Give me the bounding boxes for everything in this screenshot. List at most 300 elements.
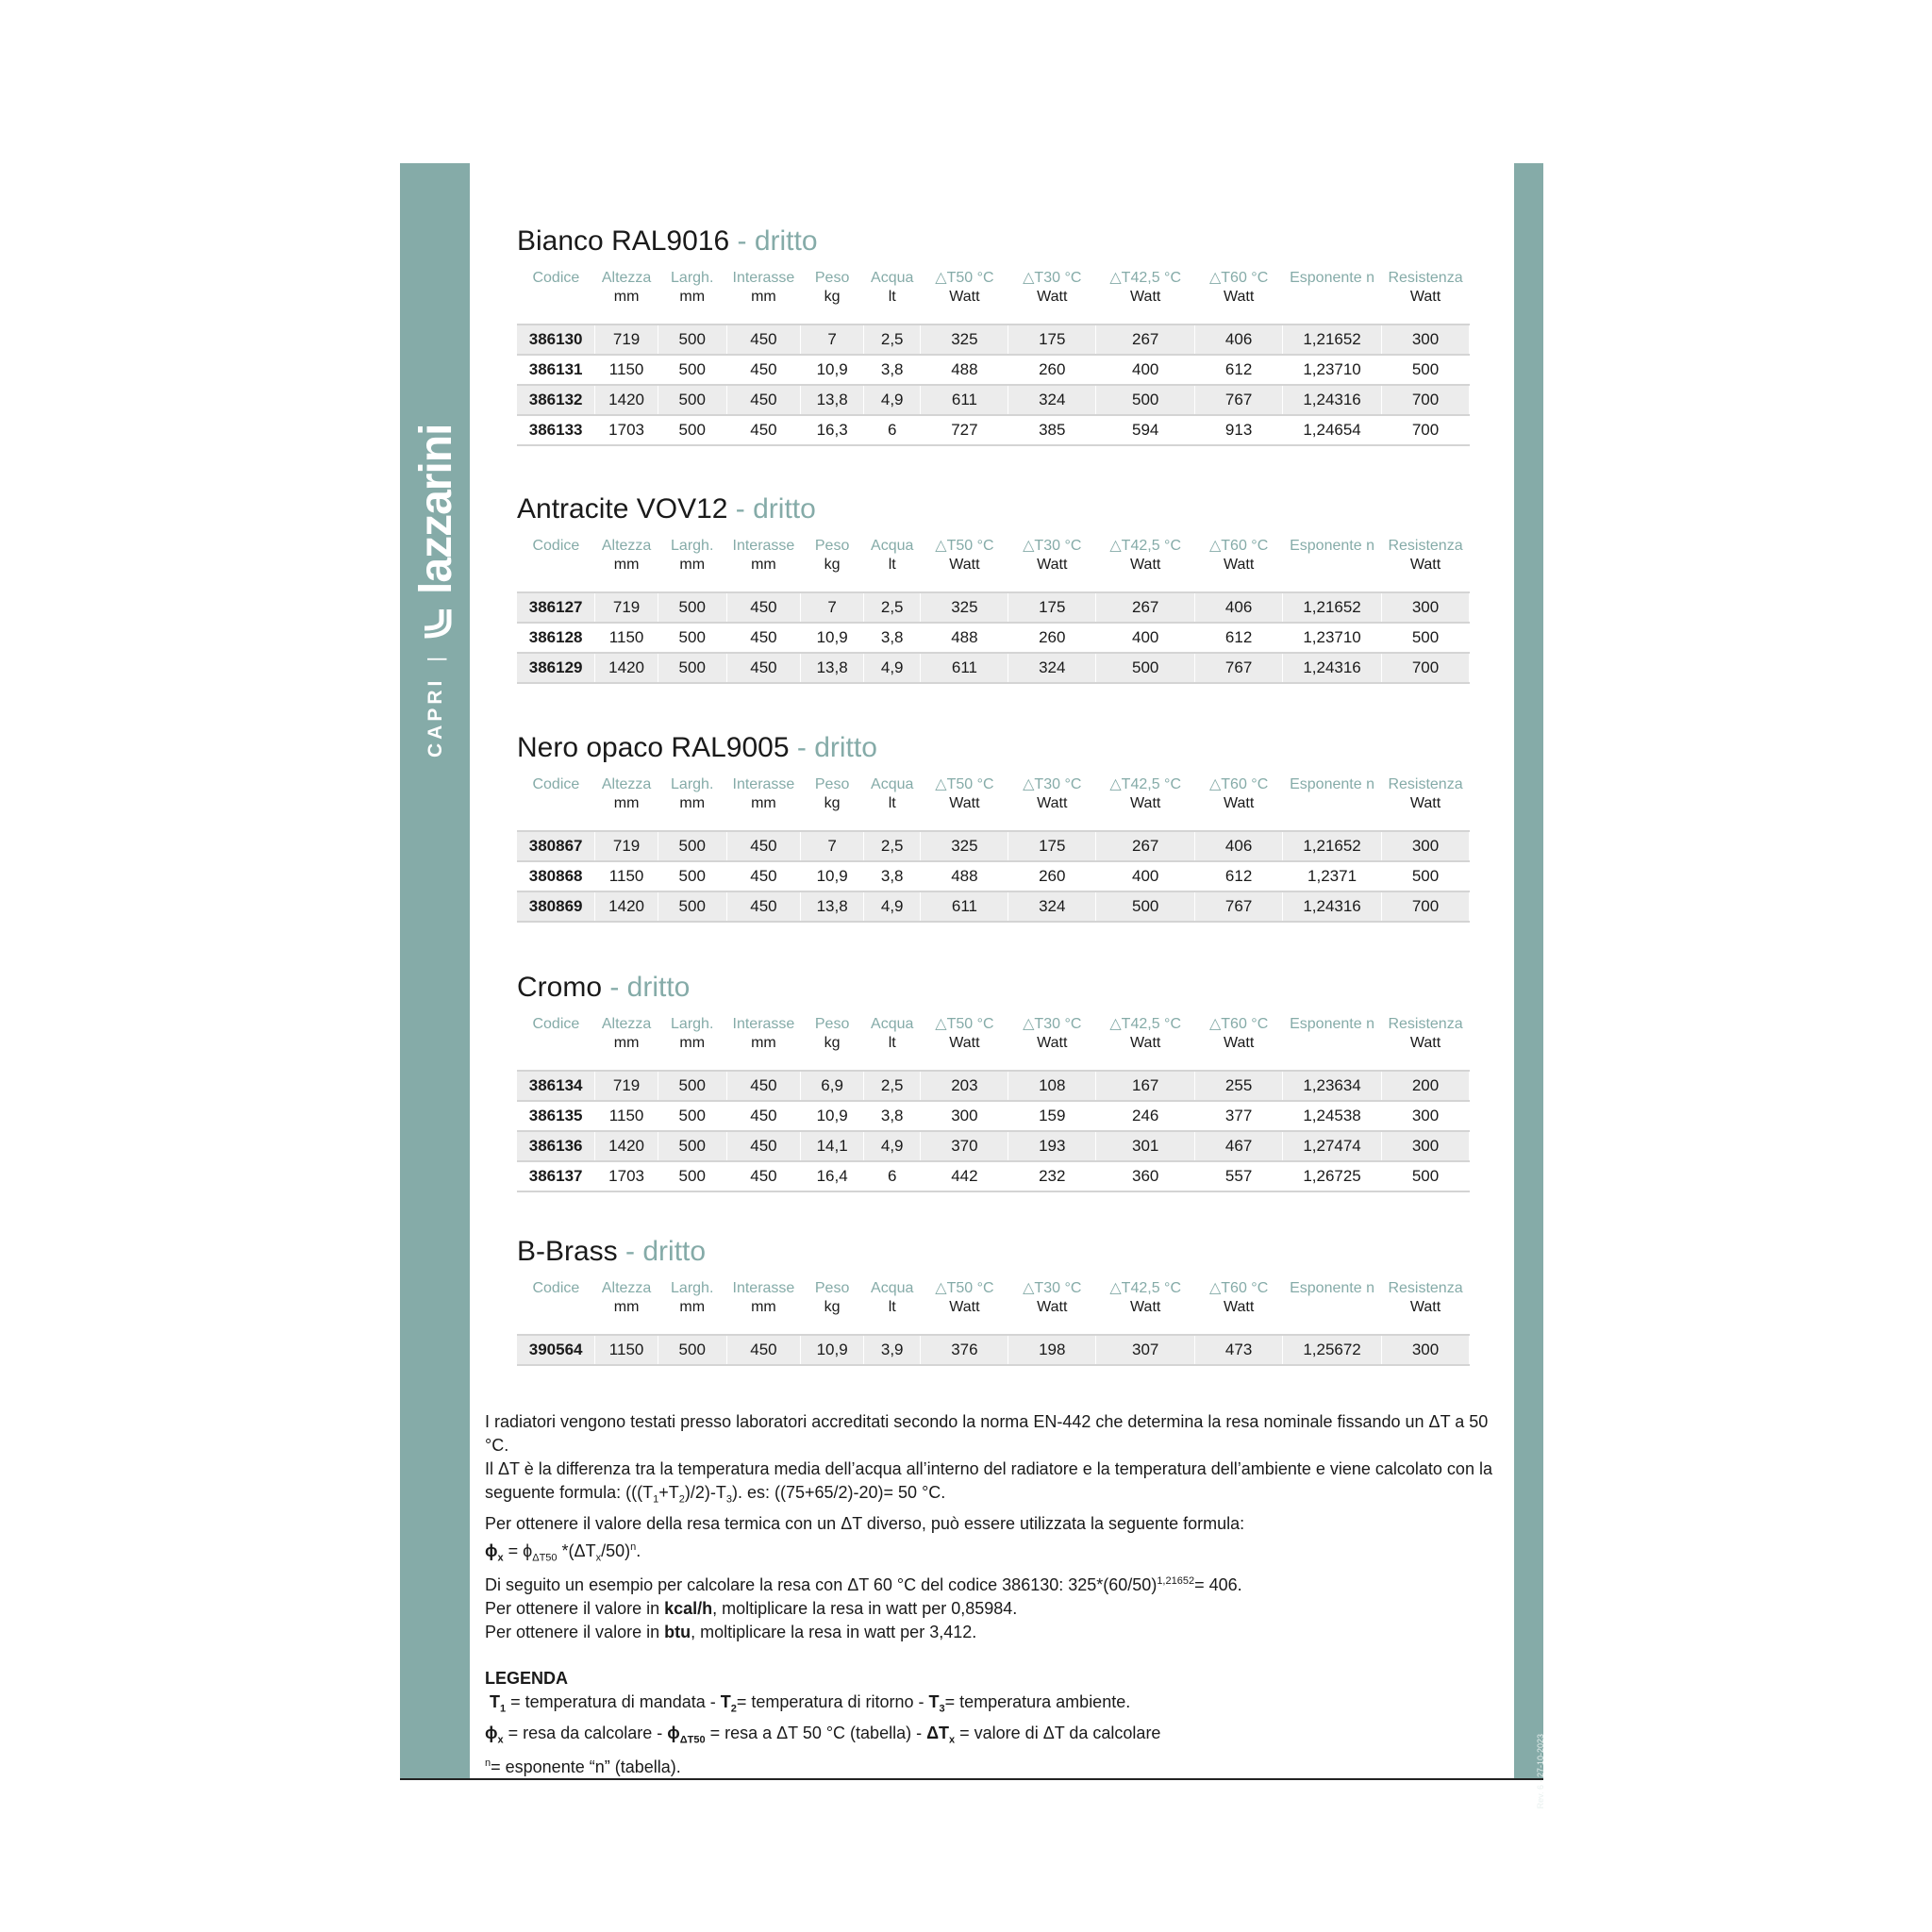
column-header-unit: Watt <box>1130 1299 1161 1315</box>
column-header <box>595 1279 658 1326</box>
column-header-unit: mm <box>751 1035 776 1051</box>
table-cell: 1703 <box>595 1161 658 1191</box>
column-header-unit: Watt <box>1037 557 1068 573</box>
table-row <box>517 653 1470 683</box>
table-cell: 2,5 <box>863 1071 921 1101</box>
table-cell: 406 <box>1195 831 1283 861</box>
section-title-variant: - dritto <box>727 493 816 525</box>
table-cell: 719 <box>595 1071 658 1101</box>
table-cell: 1,24316 <box>1283 891 1382 922</box>
table-cell: 500 <box>1382 1161 1470 1191</box>
table-cell: 488 <box>921 623 1008 653</box>
table-cell: 450 <box>726 355 801 385</box>
column-header-label: Interasse <box>732 538 795 554</box>
section-4 <box>517 1234 1470 1366</box>
table-cell: 406 <box>1195 592 1283 623</box>
column-header-unit: Watt <box>1037 1035 1068 1051</box>
column-header <box>1382 537 1470 584</box>
table-cell: 500 <box>658 1101 726 1131</box>
column-header-label: △T60 °C <box>1208 1016 1269 1032</box>
table-cell: 500 <box>658 592 726 623</box>
product-code-cell: 386133 <box>517 415 595 445</box>
column-header <box>921 269 1008 316</box>
table-cell: 260 <box>1008 623 1096 653</box>
column-header-label: Peso <box>814 270 850 286</box>
table-cell: 198 <box>1008 1335 1096 1365</box>
table-cell: 1,21652 <box>1283 325 1382 355</box>
table-cell: 500 <box>658 325 726 355</box>
table-cell: 612 <box>1195 861 1283 891</box>
table-cell: 500 <box>658 1071 726 1101</box>
column-header <box>658 537 726 584</box>
table-cell: 450 <box>726 623 801 653</box>
column-header <box>863 775 921 823</box>
table-cell: 719 <box>595 592 658 623</box>
section-title-variant: - dritto <box>602 972 691 1003</box>
table-cell: 500 <box>1096 891 1195 922</box>
note-example: Di seguito un esempio per calcolare la resa con ΔT 60 °C del codice 386130: $325*(60/50)^{1,21652}= 406$. <box>485 1575 1242 1595</box>
table-cell: 400 <box>1096 861 1195 891</box>
spec-table <box>517 775 1470 923</box>
table-cell: 267 <box>1096 325 1195 355</box>
column-header <box>863 1015 921 1062</box>
product-code-cell: 386130 <box>517 325 595 355</box>
column-header-unit: Watt <box>1223 289 1255 305</box>
product-code-cell: 380867 <box>517 831 595 861</box>
spec-table <box>517 269 1470 446</box>
table-cell: 377 <box>1195 1101 1283 1131</box>
column-header-label: Acqua <box>871 776 914 792</box>
table-cell: 1150 <box>595 1335 658 1365</box>
column-header-unit: Watt <box>1223 1035 1255 1051</box>
product-code-cell: 386129 <box>517 653 595 683</box>
table-cell: 376 <box>921 1335 1008 1365</box>
table-cell: 450 <box>726 1161 801 1191</box>
table-cell: 1,23710 <box>1283 623 1382 653</box>
column-header-unit: mm <box>613 1299 640 1315</box>
column-header-label: Peso <box>814 1016 850 1032</box>
column-header-label: Peso <box>814 776 850 792</box>
column-header-unit: Watt <box>1223 795 1255 811</box>
column-header-unit: Watt <box>1223 557 1255 573</box>
table-cell: 1,23710 <box>1283 355 1382 385</box>
table-cell: 406 <box>1195 325 1283 355</box>
column-header <box>1195 1015 1283 1062</box>
table-cell: 450 <box>726 385 801 415</box>
table-cell: 3,8 <box>863 861 921 891</box>
section-title-main: Cromo <box>517 972 603 1003</box>
column-header-unit: Watt <box>1409 289 1441 305</box>
column-header-unit: Watt <box>949 289 980 305</box>
notes <box>485 1410 1504 1779</box>
section-3 <box>517 970 1470 1192</box>
column-header-label: Codice <box>532 1016 580 1032</box>
table-cell: 193 <box>1008 1131 1096 1161</box>
product-code-cell: 386137 <box>517 1161 595 1191</box>
table-cell: 700 <box>1382 653 1470 683</box>
table-cell: 500 <box>1382 355 1470 385</box>
column-header <box>658 269 726 316</box>
table-cell: 267 <box>1096 831 1195 861</box>
table-cell: 300 <box>1382 831 1470 861</box>
column-header-label: Interasse <box>732 1280 795 1296</box>
product-code-cell: 386136 <box>517 1131 595 1161</box>
table-row <box>517 415 1470 445</box>
column-header-label: △T42,5 °C <box>1109 776 1181 792</box>
table-cell: 727 <box>921 415 1008 445</box>
column-header-unit: Watt <box>1037 795 1068 811</box>
table-cell: 1,21652 <box>1283 592 1382 623</box>
table-row <box>517 592 1470 623</box>
column-header <box>863 269 921 316</box>
column-header-unit: Watt <box>1037 1299 1068 1315</box>
table-cell: 1,21652 <box>1283 831 1382 861</box>
column-header <box>1096 1015 1195 1062</box>
column-header-unit: Watt <box>1409 1299 1441 1315</box>
column-header <box>517 537 595 584</box>
spec-table <box>517 1015 1470 1192</box>
table-cell: 500 <box>658 653 726 683</box>
brand-separator: | <box>424 656 447 662</box>
table-cell: 13,8 <box>801 891 864 922</box>
table-row <box>517 385 1470 415</box>
table-cell: 300 <box>1382 1335 1470 1365</box>
column-header-label: Esponente n <box>1290 270 1374 286</box>
table-row <box>517 623 1470 653</box>
table-cell: 450 <box>726 861 801 891</box>
table-cell: 1150 <box>595 623 658 653</box>
column-header-label: Esponente n <box>1290 1016 1374 1032</box>
column-header-label: Resistenza <box>1388 538 1463 554</box>
column-header <box>1195 1279 1283 1326</box>
column-header <box>595 269 658 316</box>
column-header-unit: kg <box>824 1035 841 1051</box>
table-cell: 175 <box>1008 592 1096 623</box>
product-code-cell: 386134 <box>517 1071 595 1101</box>
section-title-variant: - dritto <box>729 225 818 257</box>
product-code-cell: 386131 <box>517 355 595 385</box>
column-header-unit: mm <box>613 1035 640 1051</box>
table-cell: 2,5 <box>863 831 921 861</box>
column-header <box>1382 1279 1470 1326</box>
table-cell: 13,8 <box>801 385 864 415</box>
column-header <box>863 537 921 584</box>
table-cell: 473 <box>1195 1335 1283 1365</box>
column-header-unit: mm <box>751 557 776 573</box>
column-header-unit: mm <box>679 1035 706 1051</box>
column-header <box>1382 1015 1470 1062</box>
table-cell: 450 <box>726 653 801 683</box>
table-cell: 324 <box>1008 653 1096 683</box>
section-title-main: Bianco RAL9016 <box>517 225 730 257</box>
column-header-unit: mm <box>751 795 776 811</box>
column-header <box>1096 775 1195 823</box>
column-header-label: Peso <box>814 1280 850 1296</box>
column-header <box>517 1279 595 1326</box>
table-cell: 2,5 <box>863 325 921 355</box>
table-cell: 450 <box>726 325 801 355</box>
table-cell: 1150 <box>595 1101 658 1131</box>
column-header <box>595 775 658 823</box>
table-row <box>517 1131 1470 1161</box>
column-header-unit: Watt <box>1037 289 1068 305</box>
column-header-unit: Watt <box>1130 1035 1161 1051</box>
column-header <box>1008 269 1096 316</box>
table-cell: 1,27474 <box>1283 1131 1382 1161</box>
column-header <box>658 1279 726 1326</box>
table-cell: 767 <box>1195 385 1283 415</box>
table-cell: 767 <box>1195 653 1283 683</box>
table-cell: 500 <box>658 891 726 922</box>
column-header-label: △T60 °C <box>1208 776 1269 792</box>
product-code-cell: 380868 <box>517 861 595 891</box>
table-cell: 500 <box>658 1161 726 1191</box>
table-cell: 14,1 <box>801 1131 864 1161</box>
column-header <box>595 1015 658 1062</box>
column-header-unit: Watt <box>1223 1299 1255 1315</box>
table-cell: 7 <box>801 831 864 861</box>
column-header-label: Peso <box>814 538 850 554</box>
section-0 <box>517 224 1470 446</box>
table-cell: 203 <box>921 1071 1008 1101</box>
column-header <box>517 1015 595 1062</box>
table-cell: 324 <box>1008 891 1096 922</box>
table-cell: 500 <box>658 831 726 861</box>
column-header <box>1008 537 1096 584</box>
table-cell: 450 <box>726 1101 801 1131</box>
column-header <box>1283 775 1382 823</box>
table-cell: 1420 <box>595 891 658 922</box>
table-cell: 488 <box>921 861 1008 891</box>
table-cell: 385 <box>1008 415 1096 445</box>
table-cell: 500 <box>658 1131 726 1161</box>
column-header <box>801 775 864 823</box>
column-header-unit: lt <box>888 289 896 305</box>
table-cell: 700 <box>1382 891 1470 922</box>
column-header-label: △T42,5 °C <box>1109 1016 1181 1032</box>
table-cell: 467 <box>1195 1131 1283 1161</box>
revision-label: Rev. 6 - 27-10-2023 <box>1536 1734 1545 1809</box>
column-header-unit: kg <box>824 795 841 811</box>
column-header-unit: Watt <box>949 795 980 811</box>
column-header <box>801 1015 864 1062</box>
column-header <box>595 537 658 584</box>
column-header <box>726 775 801 823</box>
section-title-variant: - dritto <box>789 732 877 763</box>
table-cell: 108 <box>1008 1071 1096 1101</box>
column-header <box>1283 269 1382 316</box>
table-cell: 612 <box>1195 355 1283 385</box>
table-cell: 300 <box>921 1101 1008 1131</box>
legend-exponent: $^n$= esponente “n” (tabella). <box>485 1757 681 1777</box>
table-cell: 6,9 <box>801 1071 864 1101</box>
table-cell: 260 <box>1008 861 1096 891</box>
column-header-unit: mm <box>679 795 706 811</box>
table-cell: 719 <box>595 325 658 355</box>
column-header-label: Altezza <box>601 538 652 554</box>
series-name: CAPRI <box>425 676 446 758</box>
left-brand-band <box>400 163 470 1778</box>
column-header <box>1195 775 1283 823</box>
column-header <box>801 269 864 316</box>
table-cell: 719 <box>595 831 658 861</box>
column-header <box>1283 1279 1382 1326</box>
legend-title: LEGENDA <box>485 1669 569 1689</box>
table-cell: 700 <box>1382 385 1470 415</box>
column-header-unit: Watt <box>949 1299 980 1315</box>
table-cell: 450 <box>726 1335 801 1365</box>
column-header <box>801 1279 864 1326</box>
table-row <box>517 861 1470 891</box>
column-header-label: Resistenza <box>1388 1280 1463 1296</box>
table-cell: 1150 <box>595 861 658 891</box>
table-cell: 1,24538 <box>1283 1101 1382 1131</box>
column-header <box>1283 1015 1382 1062</box>
column-header <box>801 537 864 584</box>
note-kcal: Per ottenere il valore in kcal/h, moltiplicare la resa in watt per 0,85984. <box>485 1599 1018 1619</box>
table-cell: 325 <box>921 325 1008 355</box>
column-header <box>921 537 1008 584</box>
table-cell: 175 <box>1008 831 1096 861</box>
column-header-label: △T30 °C <box>1023 1016 1082 1032</box>
table-cell: 4,9 <box>863 1131 921 1161</box>
column-header <box>1382 269 1470 316</box>
table-row <box>517 355 1470 385</box>
table-cell: 1,24316 <box>1283 385 1382 415</box>
column-header-label: △T50 °C <box>935 1280 994 1296</box>
lazzarini-logo-icon <box>417 604 455 641</box>
column-header-label: Largh. <box>671 1016 714 1032</box>
table-cell: 450 <box>726 592 801 623</box>
column-header-unit: mm <box>613 795 640 811</box>
table-row <box>517 1335 1470 1365</box>
table-cell: 450 <box>726 1071 801 1101</box>
column-header <box>658 1015 726 1062</box>
column-header <box>726 269 801 316</box>
table-cell: 159 <box>1008 1101 1096 1131</box>
column-header-label: △T30 °C <box>1023 1280 1082 1296</box>
table-cell: 400 <box>1096 355 1195 385</box>
table-cell: 6 <box>863 415 921 445</box>
column-header <box>726 1015 801 1062</box>
column-header-label: △T42,5 °C <box>1109 1280 1181 1296</box>
column-header-label: △T60 °C <box>1208 1280 1269 1296</box>
column-header-label: Esponente n <box>1290 1280 1374 1296</box>
section-title <box>517 730 1470 766</box>
table-cell: 913 <box>1195 415 1283 445</box>
section-title <box>517 224 1470 259</box>
column-header-unit: Watt <box>949 1035 980 1051</box>
section-title <box>517 491 1470 527</box>
column-header-label: Acqua <box>871 538 914 554</box>
table-cell: 307 <box>1096 1335 1195 1365</box>
column-header-label: Acqua <box>871 270 914 286</box>
column-header-label: Largh. <box>671 270 714 286</box>
column-header-unit: Watt <box>1409 1035 1441 1051</box>
column-header-label: △T42,5 °C <box>1109 538 1181 554</box>
table-row <box>517 1101 1470 1131</box>
column-header <box>921 775 1008 823</box>
column-header <box>1096 537 1195 584</box>
brand-logo-text: lazzarini <box>410 424 461 594</box>
table-cell: 232 <box>1008 1161 1096 1191</box>
table-cell: 360 <box>1096 1161 1195 1191</box>
table-cell: 1,25672 <box>1283 1335 1382 1365</box>
note-norm: I radiatori vengono testati presso laboratori accreditati secondo la norma EN-442 che determina la resa nominale fissando un ΔT a 50 °C. <box>485 1412 1489 1455</box>
column-header <box>517 269 595 316</box>
column-header-label: Esponente n <box>1290 538 1374 554</box>
table-cell: 500 <box>658 385 726 415</box>
table-cell: 325 <box>921 831 1008 861</box>
table-cell: 1420 <box>595 653 658 683</box>
table-cell: 370 <box>921 1131 1008 1161</box>
table-cell: 594 <box>1096 415 1195 445</box>
right-band <box>1514 163 1545 1809</box>
table-cell: 1,23634 <box>1283 1071 1382 1101</box>
table-cell: 255 <box>1195 1071 1283 1101</box>
table-cell: 3,8 <box>863 1101 921 1131</box>
column-header <box>863 1279 921 1326</box>
table-cell: 167 <box>1096 1071 1195 1101</box>
table-cell: 500 <box>658 861 726 891</box>
table-cell: 7 <box>801 592 864 623</box>
column-header-label: △T30 °C <box>1023 776 1082 792</box>
column-header <box>517 775 595 823</box>
column-header-label: △T42,5 °C <box>1109 270 1181 286</box>
table-cell: 1703 <box>595 415 658 445</box>
column-header <box>726 1279 801 1326</box>
table-cell: 260 <box>1008 355 1096 385</box>
column-header <box>1195 269 1283 316</box>
column-header <box>1382 775 1470 823</box>
column-header-label: Interasse <box>732 270 795 286</box>
table-row <box>517 831 1470 861</box>
column-header-label: △T30 °C <box>1023 538 1082 554</box>
column-header-unit: lt <box>888 1035 896 1051</box>
table-cell: 500 <box>658 415 726 445</box>
table-cell: 488 <box>921 355 1008 385</box>
table-cell: 10,9 <box>801 861 864 891</box>
table-cell: 3,8 <box>863 355 921 385</box>
table-cell: 1420 <box>595 385 658 415</box>
section-title <box>517 970 1470 1006</box>
column-header-label: Acqua <box>871 1016 914 1032</box>
legend-temperatures: $T_1$ = temperatura di mandata - $T_2=$ temperatura di ritorno - $T_3=$ temperatura ambiente. <box>490 1692 1131 1715</box>
section-title-main: Nero opaco RAL9005 <box>517 732 790 763</box>
table-cell: 500 <box>658 623 726 653</box>
product-code-cell: 386128 <box>517 623 595 653</box>
column-header-unit: lt <box>888 795 896 811</box>
column-header-label: Altezza <box>601 1280 652 1296</box>
column-header <box>921 1279 1008 1326</box>
table-cell: 3,8 <box>863 623 921 653</box>
table-row <box>517 891 1470 922</box>
table-row <box>517 1161 1470 1191</box>
table-cell: 611 <box>921 653 1008 683</box>
column-header-label: △T60 °C <box>1208 270 1269 286</box>
table-cell: 175 <box>1008 325 1096 355</box>
column-header-unit: Watt <box>949 557 980 573</box>
column-header-label: Codice <box>532 270 580 286</box>
column-header-label: △T50 °C <box>935 1016 994 1032</box>
note-formula: $\phi_x = \phi_{\Delta T50}$ $*(\Delta T_x/50)^n$. <box>485 1541 641 1564</box>
table-cell: 500 <box>658 1335 726 1365</box>
table-cell: 300 <box>1382 325 1470 355</box>
note-formula-intro: Per ottenere il valore della resa termica con un ΔT diverso, può essere utilizzata la seguente formula: <box>485 1513 1245 1533</box>
legend-resa: $\phi_x$ = resa da calcolare - $\phi_{\Delta T50}$ = resa a ΔT 50 °C (tabella) - $\Delta T_x$ = valore di ΔT da calcolare <box>485 1723 1161 1746</box>
column-header-unit: Watt <box>1409 795 1441 811</box>
column-header <box>1096 269 1195 316</box>
